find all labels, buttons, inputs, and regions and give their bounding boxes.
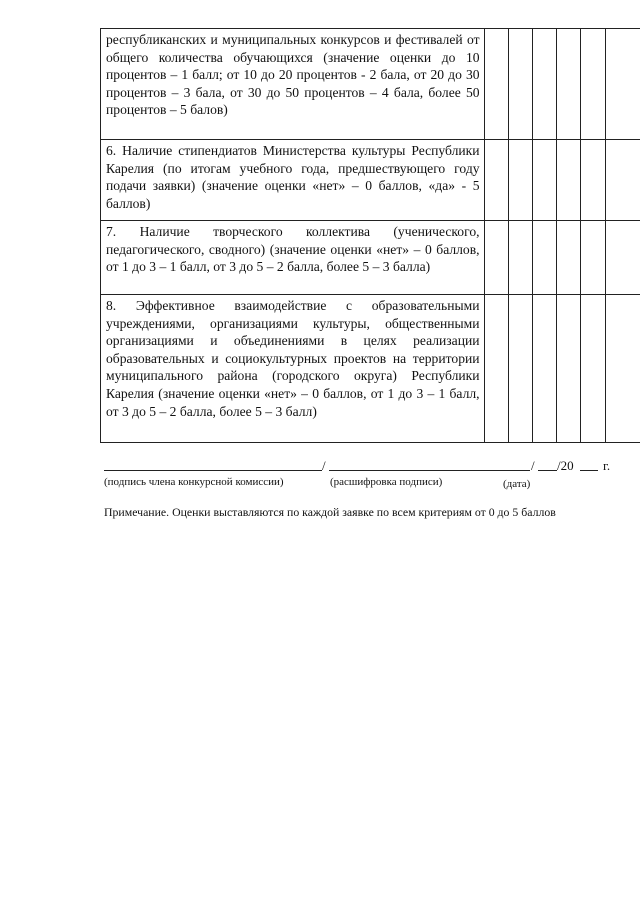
score-cell xyxy=(508,295,532,443)
criterion-text: республиканских и муниципальных конкурсов и фестивалей от общего количества обучающихся (значение оценки до 10 процентов – 1 балл; от 10 до 20 процентов - 2 бала, от 20 до 30 процентов – 3 бала, от 30 до 50 процентов – 4 бала, более 50 процентов – 5 балов) xyxy=(101,29,485,140)
score-cell xyxy=(508,221,532,295)
signature-slash: / xyxy=(322,458,326,473)
score-cell xyxy=(605,29,640,140)
score-cell xyxy=(484,221,508,295)
score-cell xyxy=(484,295,508,443)
year-suffix: г. xyxy=(603,458,611,473)
criterion-text: 8. Эффективное взаимодействие с образовательными учреждениями, организациями культуры, общественными организациями и объединениями в целях реализации образовательных и социокультурных проектов на территории муниципального района (городского округа) Республики Карелия (значение оценки «нет» – 0 баллов, от 1 до 3 – 1 балл, от 3 до 5 – 2 балла, более 5 – 3 балл) xyxy=(101,295,485,443)
score-cell xyxy=(508,140,532,221)
criteria-table xyxy=(100,28,640,443)
year-line xyxy=(580,470,598,471)
score-cell xyxy=(557,140,581,221)
date-label: (дата) xyxy=(503,478,531,490)
score-cell xyxy=(605,295,640,443)
criteria-row xyxy=(101,140,640,221)
criteria-row xyxy=(101,221,640,295)
member-signature-line xyxy=(104,470,322,471)
score-cell xyxy=(532,295,556,443)
score-cell xyxy=(605,140,640,221)
score-cell xyxy=(532,29,556,140)
score-cell xyxy=(581,140,605,221)
member-signature-label: (подпись члена конкурсной комиссии) xyxy=(104,476,284,488)
score-cell xyxy=(557,29,581,140)
score-cell xyxy=(532,140,556,221)
score-cell xyxy=(557,221,581,295)
date-slash: / xyxy=(531,458,535,473)
criterion-text: 7. Наличие творческого коллектива (ученического, педагогического, сводного) (значение оценки «нет» – 0 баллов, от 1 до 3 – 1 балл, от 3 до 5 – 2 балла, более 5 – 3 балла) xyxy=(101,221,485,295)
score-cell xyxy=(605,221,640,295)
date-line xyxy=(538,470,557,471)
year-prefix: /20 xyxy=(557,458,574,473)
score-cell xyxy=(581,29,605,140)
criteria-row xyxy=(101,295,640,443)
score-cell xyxy=(508,29,532,140)
score-cell xyxy=(484,29,508,140)
note-text: Примечание. Оценки выставляются по каждой заявке по всем критериям от 0 до 5 баллов xyxy=(104,505,556,519)
criterion-text: 6. Наличие стипендиатов Министерства культуры Республики Карелия (по итогам учебного года, предшествующего году подачи заявки) (значение оценки «нет» – 0 баллов, «да» - 5 баллов) xyxy=(101,140,485,221)
score-cell xyxy=(532,221,556,295)
decode-signature-label: (расшифровка подписи) xyxy=(330,476,443,488)
criteria-row xyxy=(101,29,640,140)
score-cell xyxy=(581,295,605,443)
score-cell xyxy=(581,221,605,295)
score-cell xyxy=(484,140,508,221)
score-cell xyxy=(557,295,581,443)
decode-signature-line xyxy=(329,470,530,471)
